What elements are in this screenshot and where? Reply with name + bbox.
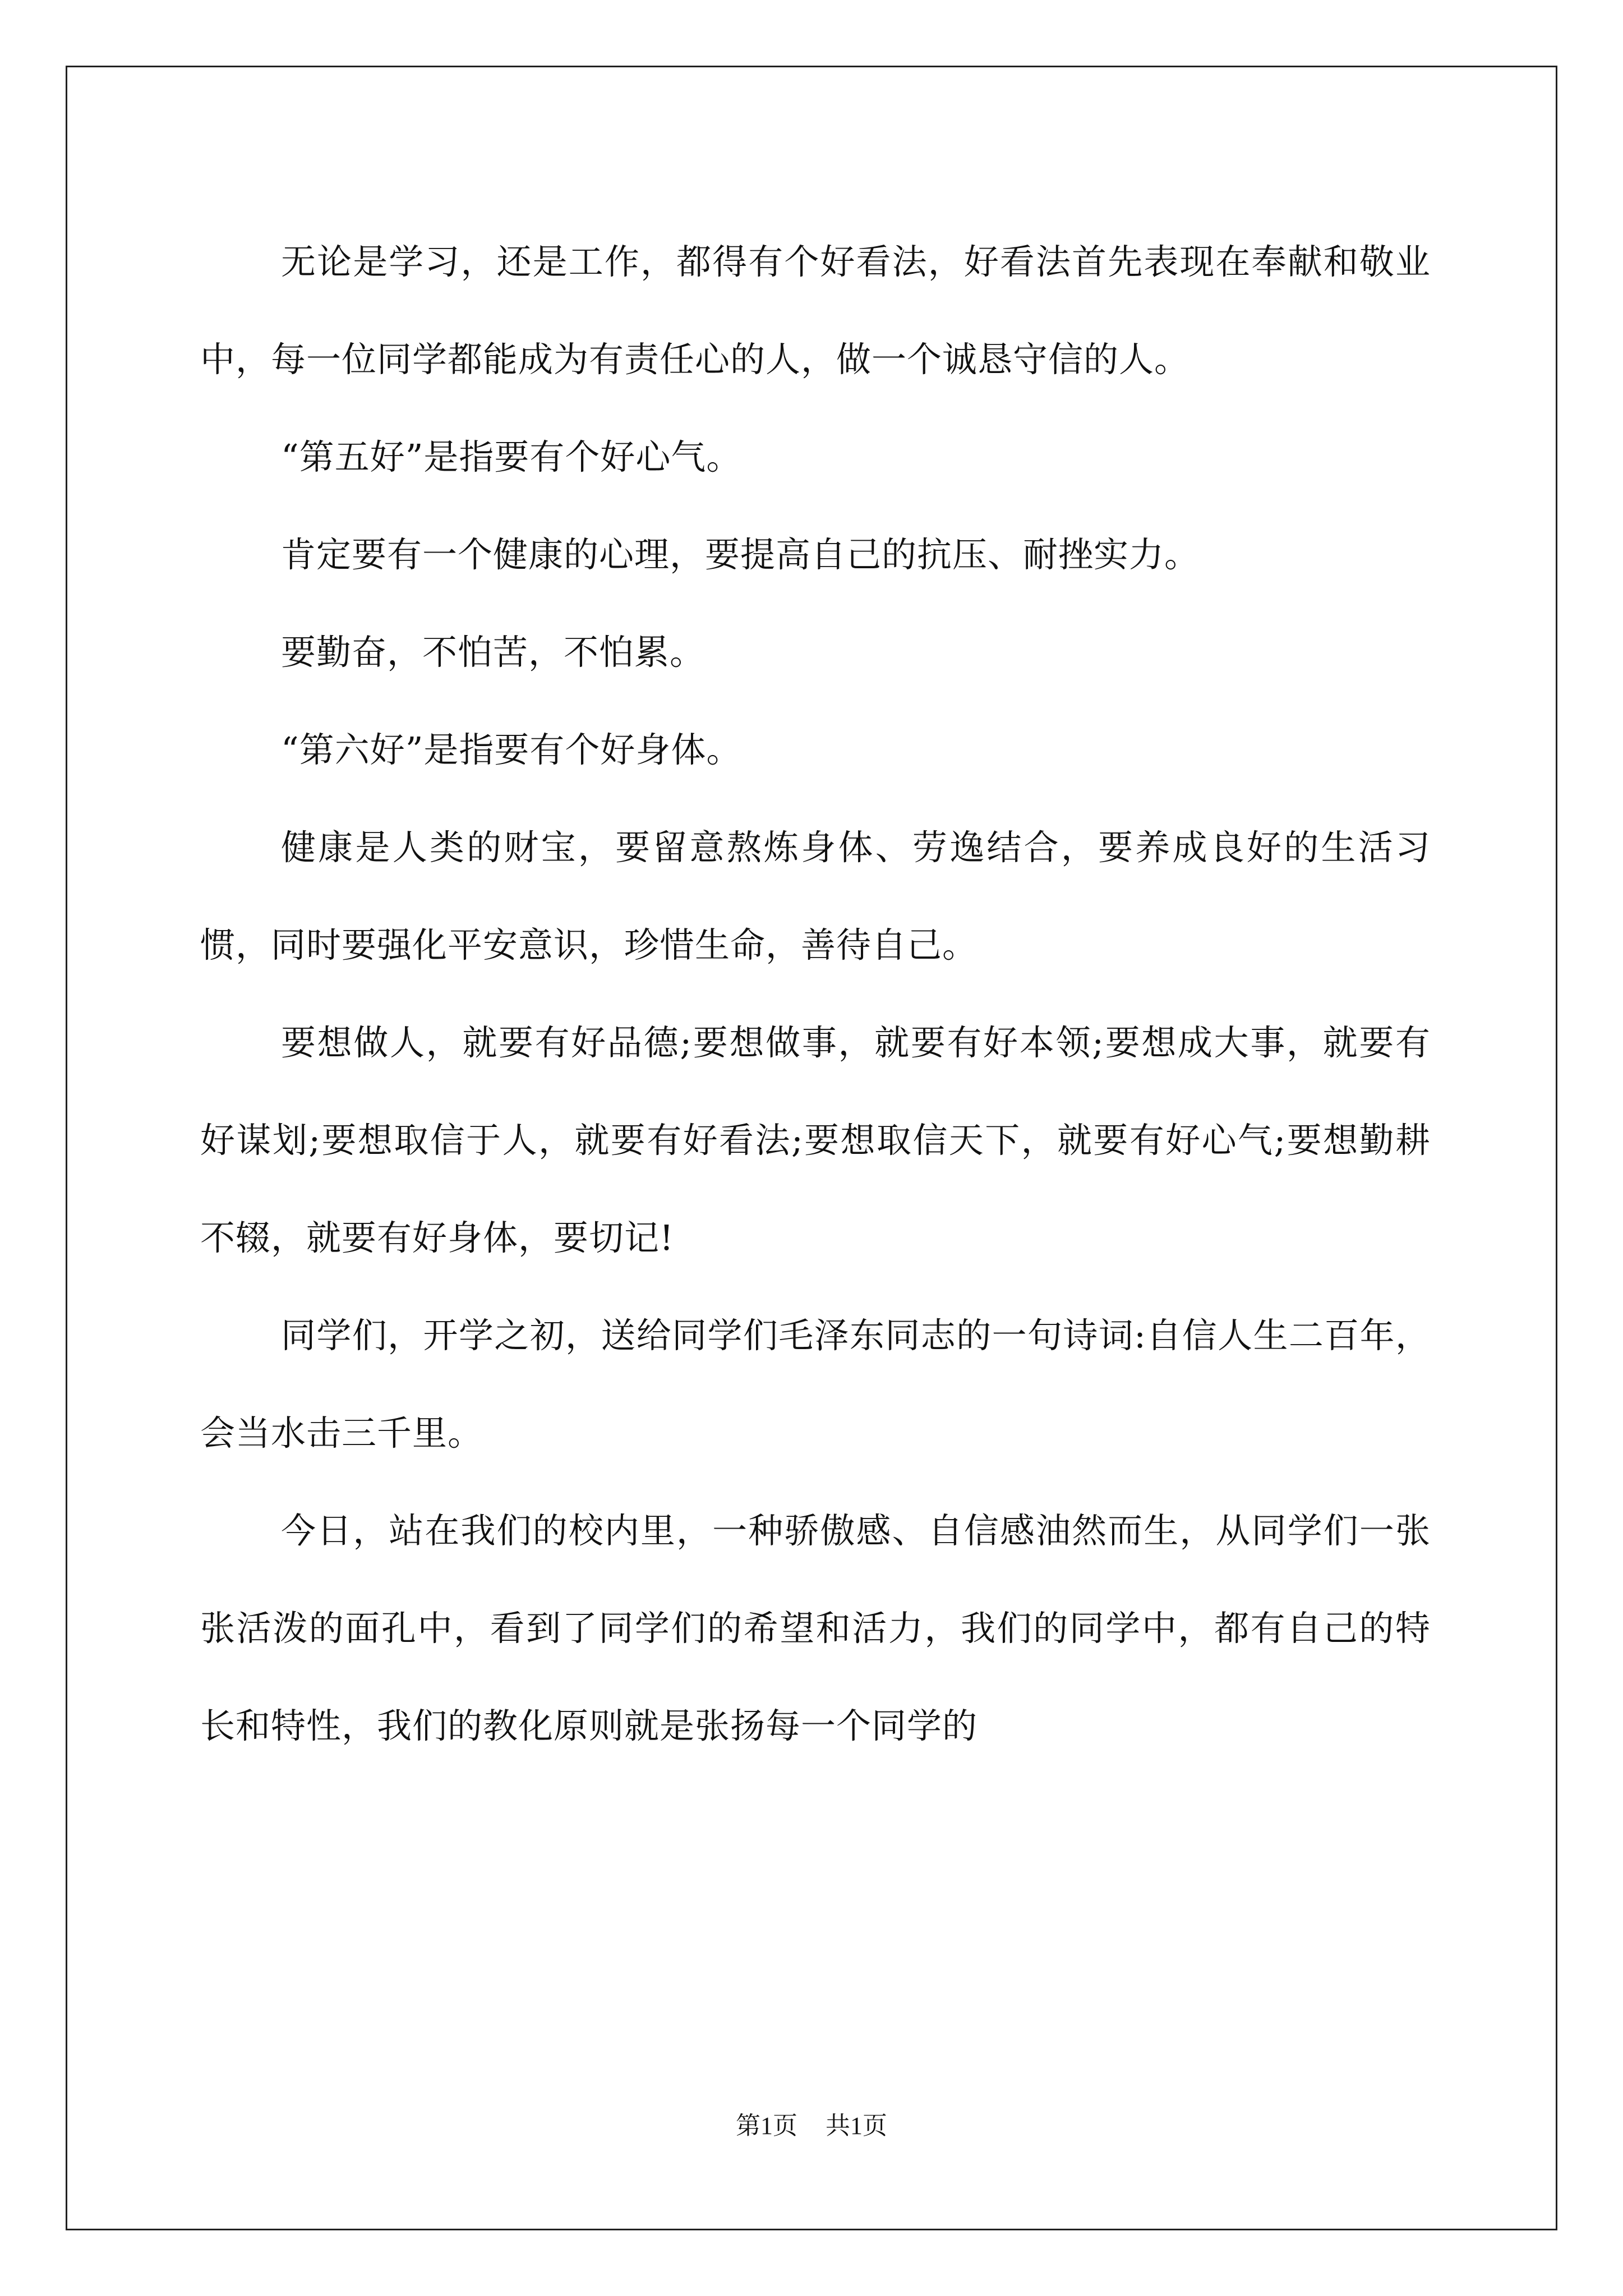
page-count: 共1页 [826,2112,887,2139]
page-footer [0,2109,1623,2143]
paragraph-9: 今日，站在我们的校内里，一种骄傲感、自信感油然而生，从同学们一张张活泼的面孔中，看到了同学们的希望和活力，我们的同学中，都有自己的特长和特性，我们的教化原则就是张扬每一个同学的 [200,1510,1431,1746]
paragraph-1: 无论是学习，还是工作，都得有个好看法，好看法首先表现在奉献和敬业中，每一位同学都能成为有责任心的人，做一个诚恳守信的人。 [200,241,1431,380]
paragraph-3: 肯定要有一个健康的心理，要提高自己的抗压、耐挫实力。 [281,534,1200,575]
page-number: 第1页 [736,2112,797,2139]
paragraph-2: “第五好”是指要有个好心气。 [281,436,742,477]
paragraph-5: “第六好”是指要有个好身体。 [281,729,742,770]
paragraph-8: 同学们，开学之初，送给同学们毛泽东同志的一句诗词:自信人生二百年，会当水击三千里。 [200,1315,1431,1453]
document-body [200,213,1431,1775]
paragraph-7: 要想做人，就要有好品德;要想做事，就要有好本领;要想成大事，就要有好谋划;要想取信于人，就要有好看法;要想取信天下，就要有好心气;要想勤耕不辍，就要有好身体，要切记! [200,1022,1431,1258]
paragraph-4: 要勤奋，不怕苦，不怕累。 [281,632,706,673]
paragraph-6: 健康是人类的财宝，要留意熬炼身体、劳逸结合，要养成良好的生活习惯，同时要强化平安意识，珍惜生命，善待自己。 [200,827,1431,965]
